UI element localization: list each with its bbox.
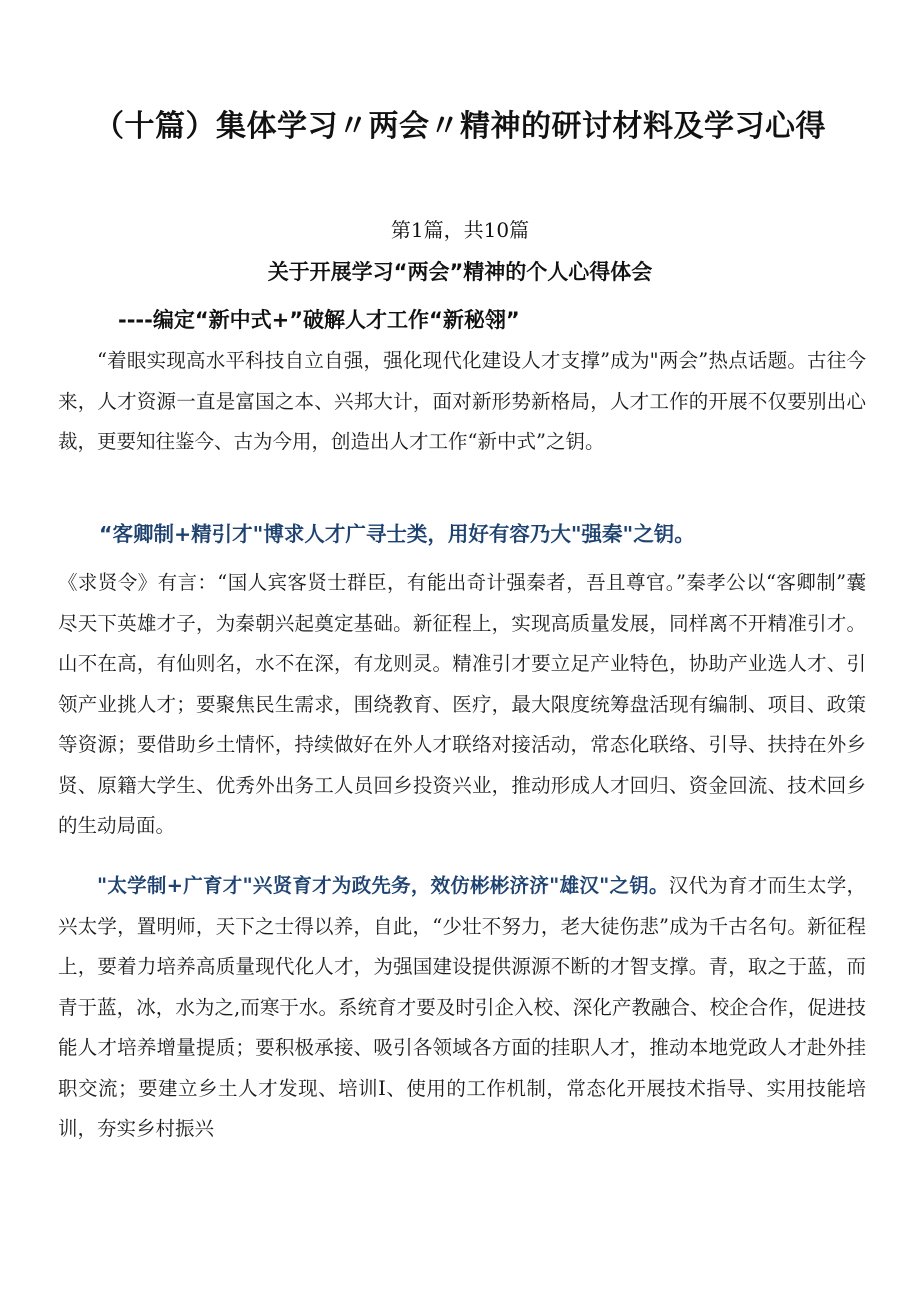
- section-1-paragraph: 《求贤令》有言：“国人宾客贤士群臣，有能出奇计强秦者，吾且尊官。”秦孝公以“客卿制”囊尽天下英雄才子，为秦朝兴起奠定基础。新征程上，实现高质量发展，同样离不开精准引才。山不在高，有仙则名，水不在深，有龙则灵。精准引才要立足产业特色，协助产业选人才、引领产业挑人才；要聚焦民生需求，围绕教育、医疗，最大限度统筹盘活现有编制、项目、政策等资源；要借助乡土情怀，持续做好在外人才联络对接活动，常态化联络、引导、扶持在外乡贤、原籍大学生、优秀外出务工人员回乡投资兴业，推动形成人才回归、资金回流、技术回乡的生动局面。: [58, 571, 866, 837]
- article-title: 关于开展学习“两会”精神的个人心得体会: [267, 260, 653, 284]
- section-2-paragraph: [58, 866, 866, 1150]
- document-title: （十篇）集体学习〃两会〃精神的研讨材料及学习心得: [94, 109, 826, 144]
- part-label: 第1篇，共10篇: [390, 218, 530, 242]
- section-heading-1: “客卿制+精引才"博求人才广寻士类，用好有容乃大"强秦"之钥。: [99, 522, 695, 546]
- section-2-body: 汉代为育才而生太学，兴太学，置明师，天下之士得以养，自此，“少壮不努力，老大徒伤悲”成为千古名句。新征程上，要着力培养高质量现代化人才，为强国建设提供源源不断的才智支撑。青，取之于蓝，而青于蓝，冰，水为之,而寒于水。系统育才要及时引企入校、深化产教融合、校企合作，促进技能人才培养增量提质；要积极承接、吸引各领域各方面的挂职人才，推动本地党政人才赴外挂职交流；要建立乡土人才发现、培训I、使用的工作机制，常态化开展技术指导、实用技能培训，夯实乡村振兴: [58, 874, 866, 1140]
- intro-paragraph: “着眼实现高水平科技自立自强，强化现代化建设人才支撑”成为"两会”热点话题。古往今来，人才资源一直是富国之本、兴邦大计，面对新形势新格局，人才工作的开展不仅要别出心裁，更要知往鉴今、古为今用，创造出人才工作“新中式”之钥。: [58, 349, 866, 453]
- section-heading-2: "太学制+广育才"兴贤育才为政先务，效仿彬彬济济"雄汉"之钥。: [97, 874, 669, 897]
- article-subtitle: ----编定“新中式+”破解人才工作“新秘翎”: [118, 308, 520, 332]
